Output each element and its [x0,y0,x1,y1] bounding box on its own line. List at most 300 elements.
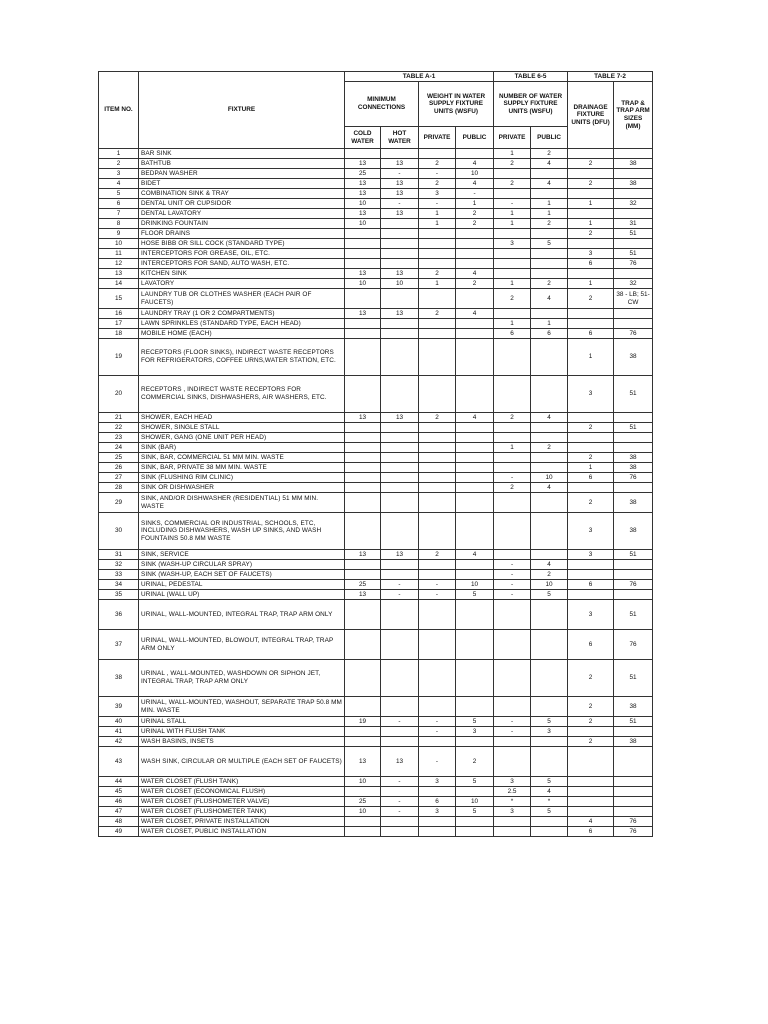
fixture-rows [99,149,653,837]
item-number: 27 [99,473,139,483]
item-number: 45 [99,787,139,797]
number-private [494,737,531,747]
number-public [531,827,568,837]
number-public: 6 [531,329,568,339]
fixture-name: BEDPAN WASHER [139,169,345,179]
number-public [531,600,568,630]
cold-water-mm: 10 [345,199,381,209]
trap-arm-size [614,727,653,737]
item-number: 10 [99,239,139,249]
cold-water-mm: 13 [345,189,381,199]
table-row [99,747,653,777]
trap-arm-size: 76 [614,630,653,660]
item-number: 13 [99,269,139,279]
weight-private [419,443,456,453]
hot-water-mm [381,149,419,159]
trap-arm-size: 51 [614,423,653,433]
number-private: 1 [494,209,531,219]
fixture-name: SINK (FLUSHING RIM CLINIC) [139,473,345,483]
item-number: 44 [99,777,139,787]
item-number: 17 [99,319,139,329]
hot-water-mm [381,493,419,513]
drainage-dfu: 1 [568,279,614,289]
number-public [531,169,568,179]
weight-private: 1 [419,279,456,289]
item-number: 23 [99,433,139,443]
number-private: 2 [494,483,531,493]
table-row [99,827,653,837]
weight-public [456,239,494,249]
drainage-dfu [568,209,614,219]
hot-water-mm [381,513,419,550]
drainage-dfu: 6 [568,827,614,837]
trap-arm-size: 38 [614,339,653,376]
number-private [494,376,531,413]
drainage-dfu [568,777,614,787]
weight-private [419,697,456,717]
item-number: 2 [99,159,139,169]
item-number: 32 [99,560,139,570]
cold-water-mm: 25 [345,169,381,179]
number-private [494,827,531,837]
hot-water-mm: - [381,777,419,787]
table-row [99,560,653,570]
number-public [531,433,568,443]
weight-private [419,560,456,570]
trap-arm-size: 32 [614,199,653,209]
number-private [494,493,531,513]
fixture-name: SINKS, COMMERCIAL OR INDUSTRIAL, SCHOOLS, ETC, INCLUDING DISHWASHERS, WASH UP SINKS, AND WASH FOUNTAINS 50.8 MM WASTE [139,513,345,550]
item-number: 9 [99,229,139,239]
cold-water-mm: 13 [345,413,381,423]
drainage-dfu: 3 [568,550,614,560]
number-public: 4 [531,413,568,423]
weight-private [419,483,456,493]
number-public: 4 [531,483,568,493]
item-number: 25 [99,453,139,463]
fixture-name: DENTAL LAVATORY [139,209,345,219]
number-private: - [494,473,531,483]
item-number: 3 [99,169,139,179]
drainage-dfu: 1 [568,339,614,376]
drainage-dfu [568,149,614,159]
table-row [99,453,653,463]
header-table-7-2: TABLE 7-2 [568,72,653,82]
weight-private [419,259,456,269]
item-number: 21 [99,413,139,423]
drainage-dfu [568,269,614,279]
cold-water-mm: 13 [345,747,381,777]
item-number: 5 [99,189,139,199]
weight-public [456,319,494,329]
fixture-name: SINK, BAR, COMMERCIAL 51 MM MIN. WASTE [139,453,345,463]
trap-arm-size: 38 [614,179,653,189]
table-row [99,209,653,219]
weight-private [419,423,456,433]
weight-private: 2 [419,159,456,169]
cold-water-mm [345,149,381,159]
weight-public [456,249,494,259]
drainage-dfu: 2 [568,159,614,169]
item-number: 8 [99,219,139,229]
trap-arm-size: 76 [614,817,653,827]
cold-water-mm: 13 [345,159,381,169]
hot-water-mm [381,329,419,339]
fixture-name: SINK (WASH-UP CIRCULAR SPRAY) [139,560,345,570]
table-row [99,269,653,279]
drainage-dfu: 2 [568,423,614,433]
hot-water-mm [381,339,419,376]
header-trap-arm-sizes: TRAP & TRAP ARM SIZES (MM) [614,82,653,149]
number-private [494,453,531,463]
weight-public [456,787,494,797]
weight-public: 4 [456,309,494,319]
table-row [99,483,653,493]
weight-private [419,433,456,443]
cold-water-mm: 10 [345,807,381,817]
table-row [99,600,653,630]
cold-water-mm [345,513,381,550]
trap-arm-size [614,149,653,159]
item-number: 37 [99,630,139,660]
item-number: 46 [99,797,139,807]
hot-water-mm [381,560,419,570]
drainage-dfu [568,169,614,179]
fixture-name: SHOWER, EACH HEAD [139,413,345,423]
weight-private: 2 [419,413,456,423]
cold-water-mm: 13 [345,209,381,219]
weight-public [456,560,494,570]
drainage-dfu [568,483,614,493]
hot-water-mm: - [381,199,419,209]
fixture-name: BATHTUB [139,159,345,169]
weight-public [456,737,494,747]
number-public: * [531,797,568,807]
number-private: - [494,560,531,570]
weight-private [419,827,456,837]
weight-private [419,737,456,747]
item-number: 20 [99,376,139,413]
table-row [99,727,653,737]
fixture-name: LAVATORY [139,279,345,289]
item-number: 16 [99,309,139,319]
weight-private: - [419,580,456,590]
trap-arm-size [614,169,653,179]
trap-arm-size [614,747,653,777]
cold-water-mm [345,239,381,249]
hot-water-mm: - [381,797,419,807]
number-public: 2 [531,443,568,453]
number-private: 1 [494,219,531,229]
number-private [494,339,531,376]
hot-water-mm [381,443,419,453]
number-public: 4 [531,289,568,309]
fixture-name: BAR SINK [139,149,345,159]
fixture-name: SINK (BAR) [139,443,345,453]
number-public [531,550,568,560]
hot-water-mm: - [381,590,419,600]
cold-water-mm: 10 [345,219,381,229]
table-row [99,570,653,580]
weight-public [456,570,494,580]
number-private [494,189,531,199]
table-row [99,817,653,827]
weight-public [456,149,494,159]
header-item-no: ITEM NO. [99,72,139,149]
cold-water-mm [345,433,381,443]
drainage-dfu [568,239,614,249]
weight-public [456,513,494,550]
number-public: 10 [531,473,568,483]
item-number: 19 [99,339,139,376]
hot-water-mm [381,219,419,229]
weight-private: - [419,747,456,777]
cold-water-mm [345,319,381,329]
fixture-name: RECEPTORS (FLOOR SINKS), INDIRECT WASTE RECEPTORS FOR REFRIGERATORS, COFFEE URNS,WATER STATION, ETC. [139,339,345,376]
trap-arm-size: 51 [614,229,653,239]
weight-public [456,423,494,433]
number-public [531,229,568,239]
item-number: 35 [99,590,139,600]
hot-water-mm [381,319,419,329]
fixture-name: WATER CLOSET (ECONOMICAL FLUSH) [139,787,345,797]
hot-water-mm: - [381,717,419,727]
drainage-dfu: 1 [568,199,614,209]
number-private: 3 [494,777,531,787]
hot-water-mm [381,817,419,827]
fixture-name: SINK (WASH-UP, EACH SET OF FAUCETS) [139,570,345,580]
cold-water-mm: 10 [345,777,381,787]
weight-public [456,376,494,413]
number-public [531,259,568,269]
item-number: 24 [99,443,139,453]
weight-public [456,289,494,309]
weight-public: 2 [456,279,494,289]
fixture-name: SHOWER, SINGLE STALL [139,423,345,433]
hot-water-mm [381,600,419,630]
hot-water-mm: 13 [381,747,419,777]
number-private: - [494,590,531,600]
trap-arm-size [614,443,653,453]
trap-arm-size: 76 [614,329,653,339]
weight-private: 3 [419,807,456,817]
drainage-dfu: 2 [568,229,614,239]
item-number: 39 [99,697,139,717]
number-private: 2 [494,289,531,309]
weight-public [456,660,494,697]
hot-water-mm [381,630,419,660]
weight-private: - [419,169,456,179]
weight-private [419,376,456,413]
table-row [99,189,653,199]
trap-arm-size [614,777,653,787]
item-number: 29 [99,493,139,513]
weight-public: 4 [456,413,494,423]
table-row [99,149,653,159]
fixture-name: SINK, BAR, PRIVATE 38 MM MIN. WASTE [139,463,345,473]
table-row [99,443,653,453]
number-private: 3 [494,239,531,249]
number-private [494,747,531,777]
cold-water-mm [345,600,381,630]
drainage-dfu [568,309,614,319]
weight-private: 3 [419,777,456,787]
fixture-name: COMBINATION SINK & TRAY [139,189,345,199]
weight-public [456,229,494,239]
fixture-name: URINAL, PEDESTAL [139,580,345,590]
table-row [99,423,653,433]
fixture-name: URINAL, WALL-MOUNTED, BLOWOUT, INTEGRAL TRAP, TRAP ARM ONLY [139,630,345,660]
cold-water-mm [345,376,381,413]
weight-public: 10 [456,797,494,807]
number-public: 2 [531,219,568,229]
number-public: 3 [531,727,568,737]
fixture-name: INTERCEPTORS FOR GREASE, OIL, ETC. [139,249,345,259]
number-private: 1 [494,319,531,329]
weight-public: 5 [456,590,494,600]
number-public [531,339,568,376]
table-row [99,289,653,309]
trap-arm-size: 38 [614,513,653,550]
table-row [99,717,653,727]
weight-private [419,239,456,249]
number-public [531,817,568,827]
cold-water-mm [345,827,381,837]
weight-private [419,817,456,827]
fixture-name: WASH SINK, CIRCULAR OR MULTIPLE (EACH SET OF FAUCETS) [139,747,345,777]
fixture-name: WATER CLOSET (FLUSHOMETER TANK) [139,807,345,817]
trap-arm-size [614,560,653,570]
fixture-name: HOSE BIBB OR SILL COCK (STANDARD TYPE) [139,239,345,249]
trap-arm-size: 51 [614,600,653,630]
item-number: 4 [99,179,139,189]
fixture-name: FLOOR DRAINS [139,229,345,239]
weight-public: 2 [456,209,494,219]
weight-private [419,149,456,159]
fixture-name: WATER CLOSET (FLUSH TANK) [139,777,345,787]
fixture-name: LAWN SPRINKLES (STANDARD TYPE, EACH HEAD) [139,319,345,329]
number-private: - [494,717,531,727]
hot-water-mm [381,433,419,443]
number-private: 1 [494,443,531,453]
number-public [531,189,568,199]
number-public [531,747,568,777]
fixture-name: SINK, SERVICE [139,550,345,560]
trap-arm-size [614,413,653,423]
weight-public: 3 [456,727,494,737]
table-row [99,239,653,249]
table-row [99,329,653,339]
number-public: 2 [531,570,568,580]
number-public: 5 [531,717,568,727]
table-row [99,249,653,259]
hot-water-mm [381,249,419,259]
drainage-dfu: 2 [568,179,614,189]
cold-water-mm [345,339,381,376]
weight-public: 4 [456,269,494,279]
weight-private: 1 [419,219,456,229]
weight-public: 1 [456,199,494,209]
item-number: 48 [99,817,139,827]
table-row [99,259,653,269]
header-drainage-dfu: DRAINAGE FIXTURE UNITS (DFU) [568,82,614,149]
header-hot-water: HOT WATER [381,127,419,149]
table-row [99,199,653,209]
table-row [99,590,653,600]
number-private [494,600,531,630]
fixture-name: INTERCEPTORS FOR SAND, AUTO WASH, ETC. [139,259,345,269]
item-number: 42 [99,737,139,747]
hot-water-mm: 13 [381,309,419,319]
fixture-name: DENTAL UNIT OR CUPSIDOR [139,199,345,209]
number-private [494,423,531,433]
cold-water-mm [345,473,381,483]
number-public: 2 [531,149,568,159]
drainage-dfu: 2 [568,717,614,727]
weight-private: 1 [419,209,456,219]
hot-water-mm [381,473,419,483]
cold-water-mm [345,443,381,453]
weight-private: - [419,199,456,209]
drainage-dfu [568,797,614,807]
table-row [99,229,653,239]
trap-arm-size [614,570,653,580]
trap-arm-size: 76 [614,473,653,483]
weight-private [419,787,456,797]
trap-arm-size [614,189,653,199]
fixture-name: WATER CLOSET (FLUSHOMETER VALVE) [139,797,345,807]
weight-public: 2 [456,219,494,229]
hot-water-mm [381,463,419,473]
trap-arm-size: 38 [614,463,653,473]
item-number: 38 [99,660,139,697]
weight-public [456,493,494,513]
number-public: 5 [531,807,568,817]
weight-private [419,329,456,339]
number-private [494,433,531,443]
fixture-name: URINAL, WALL-MOUNTED, INTEGRAL TRAP, TRAP ARM ONLY [139,600,345,630]
drainage-dfu: 2 [568,660,614,697]
drainage-dfu: 3 [568,249,614,259]
table-row [99,433,653,443]
drainage-dfu: 2 [568,493,614,513]
table-row [99,279,653,289]
number-public: 5 [531,239,568,249]
number-public: 4 [531,560,568,570]
cold-water-mm [345,493,381,513]
number-private [494,269,531,279]
number-private [494,463,531,473]
number-private [494,550,531,560]
cold-water-mm [345,697,381,717]
number-public: 4 [531,179,568,189]
trap-arm-size: 38 [614,737,653,747]
trap-arm-size: 38 [614,159,653,169]
drainage-dfu: 2 [568,453,614,463]
number-private: - [494,727,531,737]
item-number: 11 [99,249,139,259]
table-row [99,219,653,229]
item-number: 28 [99,483,139,493]
drainage-dfu [568,560,614,570]
weight-public: 5 [456,717,494,727]
number-public [531,737,568,747]
drainage-dfu: 2 [568,737,614,747]
number-private [494,513,531,550]
cold-water-mm: 13 [345,550,381,560]
weight-private [419,229,456,239]
item-number: 18 [99,329,139,339]
